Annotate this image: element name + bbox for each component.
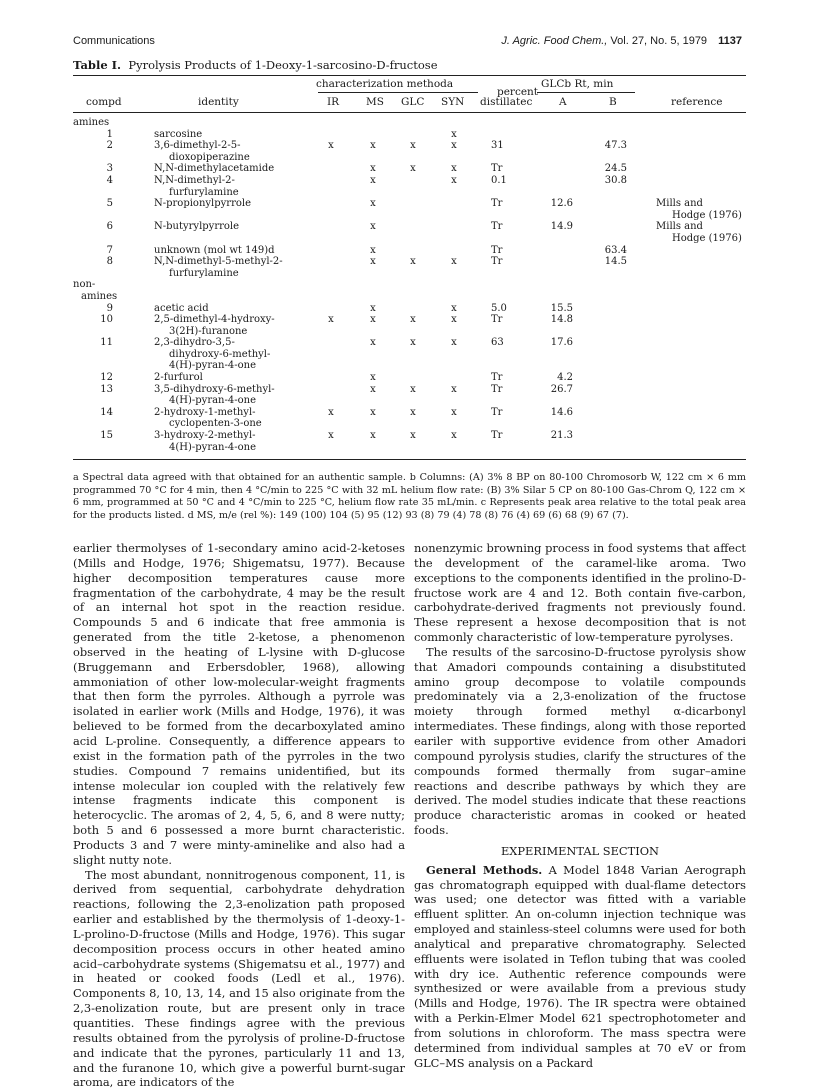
body-column-right (414, 541, 746, 1071)
percent-distillate: 63 (491, 337, 504, 349)
retention-a: 15.5 (550, 302, 573, 314)
running-header-citation (501, 35, 742, 47)
table-group-row (73, 117, 746, 129)
compound-identity: 2,3-dihydro-3,5- (154, 337, 235, 349)
compound-identity: 4(H)-pyran-4-one (169, 441, 256, 453)
glc-mark: x (410, 314, 416, 326)
header-col-a: A (559, 96, 567, 108)
compound-identity: N,N-dimethyl-2- (154, 174, 235, 186)
table-row (73, 256, 746, 268)
percent-distillate: Tr (491, 383, 503, 395)
reference: Hodge (1976) (672, 209, 742, 221)
table-row (73, 418, 746, 430)
table-title: Pyrolysis Products of 1-Deoxy-1-sarcosino-D-fructose (128, 58, 438, 72)
syn-mark: x (451, 383, 457, 395)
ms-mark: x (370, 372, 376, 384)
compound-identity: 2-hydroxy-1-methyl- (154, 406, 256, 418)
header-glc-rt: GLCb Rt, min (541, 78, 614, 90)
table-bottom-rule (73, 459, 746, 460)
glc-mark: x (410, 430, 416, 442)
table-row (73, 198, 746, 210)
compound-identity: dihydroxy-6-methyl- (169, 348, 271, 360)
ms-mark: x (370, 163, 376, 175)
ir-mark: x (328, 406, 334, 418)
ms-mark: x (370, 140, 376, 152)
journal-name: J. Agric. Food Chem., (501, 35, 608, 47)
table-row (73, 210, 746, 222)
retention-b: 63.4 (604, 244, 627, 256)
compound-identity: unknown (mol wt 149)d (154, 244, 275, 256)
journal-volume: Vol. 27, No. 5, 1979 (610, 35, 708, 47)
syn-mark: x (451, 302, 457, 314)
compd-number: 13 (100, 383, 113, 395)
compd-number: 9 (106, 302, 113, 314)
header-compd: compd (86, 96, 122, 108)
compd-number: 12 (100, 372, 113, 384)
syn-mark: x (451, 256, 457, 268)
ms-mark: x (370, 221, 376, 233)
compound-identity: 4(H)-pyran-4-one (169, 395, 256, 407)
percent-distillate: Tr (491, 163, 503, 175)
compound-identity: 4(H)-pyran-4-one (169, 360, 256, 372)
compound-identity: 3,6-dimethyl-2-5- (154, 140, 241, 152)
compound-identity: dioxopiperazine (169, 151, 250, 163)
header-characterization-method: characterization methoda (316, 78, 454, 90)
ir-mark: x (328, 314, 334, 326)
syn-mark: x (451, 406, 457, 418)
syn-mark: x (451, 163, 457, 175)
table-row (73, 314, 746, 326)
compound-identity: 3,5-dihydroxy-6-methyl- (154, 383, 275, 395)
compound-identity: 2-furfurol (154, 372, 203, 384)
syn-mark: x (451, 140, 457, 152)
glc-mark: x (410, 383, 416, 395)
table-row (73, 337, 746, 349)
paragraph-text: A Model 1848 Varian Aerograph gas chromatograph equipped with dual-flame detectors was used; one detector was fitted with a variable effluent splitter. An on-column injection technique was employed and stainless-steel columns were used for both analytical and preparative chromatography. Selected effluents were isolated in Teflon tubing that was cooled with dry ice. Authentic reference compounds were synthesized or were available from a previous study (Mills and Hodge, 1976). The IR spectra were obtained with a Perkin-Elmer Model 621 spectrophotometer and from solutions in chloroform. The mass spectra were determined from individual samples at 70 eV or from GLC–MS analysis on a Packard (414, 862, 746, 1070)
table-row (73, 430, 746, 442)
header-col-b: B (609, 96, 617, 108)
header-glc: GLC (401, 96, 425, 108)
compound-identity: cyclopenten-3-one (169, 418, 262, 430)
syn-mark: x (451, 174, 457, 186)
syn-mark: x (451, 314, 457, 326)
table-label: Table I. (73, 58, 122, 72)
table-row (73, 384, 746, 396)
retention-b: 47.3 (604, 140, 627, 152)
glc-mark: x (410, 337, 416, 349)
group-label: amines (81, 290, 118, 302)
ms-mark: x (370, 302, 376, 314)
body-paragraph: nonenzymic browning process in food systems that affect the development of the caramel-like aroma. Two exceptions to the components identified in the prolino-D-fructose work are 4 and 12. Both contain five-carbon, carbohydrate-derived fragments not previously found. These represent a hexose decomposition that is not commonly characteristic of low-temperature pyrolyses. (414, 541, 746, 645)
percent-distillate: 31 (491, 140, 504, 152)
ms-mark: x (370, 256, 376, 268)
retention-a: 14.6 (550, 406, 573, 418)
body-paragraph: The most abundant, nonnitrogenous component, 11, is derived from sequential, carbohydrate dehydration reactions, following the 2,3-enolization path proposed earlier and established by the thermolysis of 1-deoxy-1-L-prolino-D-fructose (Mills and Hodge, 1976). This sugar decomposition process occurs in other heated amino acid–carbohydrate systems (Shigematsu et al., 1977) and in heated or cooked foods (Ledl et al., 1976). Components 8, 10, 13, 14, and 15 also originate from the 2,3-enolization route, but are present only in trace quantities. These findings agree with the previous results obtained from the pyrolysis of proline-D-fructose and indicate that the pyrones, particularly 11 and 13, and the furanone 10, which give a powerful burnt-sugar aroma, are indicators of the (73, 867, 405, 1090)
percent-distillate: 5.0 (491, 302, 507, 314)
compound-identity: 2,5-dimethyl-4-hydroxy- (154, 314, 275, 326)
compd-number: 2 (106, 140, 113, 152)
table-row (73, 221, 746, 233)
compound-identity: 3(2H)-furanone (169, 325, 248, 337)
running-header-section: Communications (73, 35, 155, 47)
table-row (73, 175, 746, 187)
ms-mark: x (370, 430, 376, 442)
table-row (73, 303, 746, 315)
body-paragraph: earlier thermolyses of 1-secondary amino acid-2-ketoses (Mills and Hodge, 1976; Shigematsu, 1977). Because higher decomposition temperatures cause more fragmentation of the carbohydrate, 4 may be the result of an internal hot spot in the reaction residue. Compounds 5 and 6 indicate that free ammonia is generated from the title 2-ketose, a phenomenon observed in the heating of L-lysine with D-glucose (Bruggemann and Erbersdobler, 1968), allowing ammoniation of other low-molecular-weight fragments that then form the pyrroles. Although a pyrrole was isolated in earlier work (Mills and Hodge, 1976), it was believed to be formed from the decarboxylated amino acid L-proline. Consequently, a difference appears to exist in the formation path of the pyrroles in the two studies. Compound 7 remains unidentified, but its intense molecular ion coupled with the relatively few intense fragments indicate this component is heterocyclic. The aromas of 2, 4, 5, 6, and 8 were nutty; both 5 and 6 possessed a more burnt characteristic. Products 3 and 7 were minty-aminelike and also had a slight nutty note. (73, 541, 405, 867)
table-caption (73, 58, 438, 72)
table-group-row (73, 291, 746, 303)
header-identity: identity (198, 96, 239, 108)
header-reference: reference (671, 96, 723, 108)
retention-a: 14.9 (550, 221, 573, 233)
page-number: 1137 (718, 35, 742, 47)
table-row (73, 233, 746, 245)
ms-mark: x (370, 383, 376, 395)
syn-mark: x (451, 430, 457, 442)
retention-a: 17.6 (550, 337, 573, 349)
compound-identity: N-butyrylpyrrole (154, 221, 240, 233)
table-footnotes (73, 472, 746, 522)
percent-distillate: Tr (491, 256, 503, 268)
table-footnote: a Spectral data agreed with that obtained for an authentic sample. b Columns: (A) 3% 8 BP on 80-100 Chromosorb W, 122 cm × 6 mm programmed 70 °C for 4 min, then 4 °C/min to 225 °C with 32 mL helium flow rate: (B) 3% Silar 5 CP on 80-100 Gas-Chrom Q, 122 cm × 6 mm, programmed at 50 °C and 4 °C/min to 225 °C, helium flow rate 35 mL/min. c Represents peak area relative to the total peak area for the products listed. d MS, m/e (rel %): 149 (100) 104 (5) 95 (12) 93 (8) 79 (4) 78 (8) 76 (4) 69 (6) 68 (9) 67 (7). (73, 472, 746, 521)
section-heading: EXPERIMENTAL SECTION (500, 843, 660, 858)
body-column-left (73, 541, 405, 1090)
percent-distillate: Tr (491, 244, 503, 256)
compound-identity: N,N-dimethylacetamide (154, 163, 275, 175)
ms-mark: x (370, 337, 376, 349)
body-paragraph (414, 863, 746, 1071)
retention-b: 14.5 (604, 256, 627, 268)
body-paragraph: The results of the sarcosino-D-fructose pyrolysis show that Amadori compounds containing a disubstituted amino group decompose to volatile compounds predominately via a 2,3-enolization of the fructose moiety through formed methyl α-dicarbonyl intermediates. These findings, along with those reported eariler with supportive evidence from other Amadori compound pyrolysis studies, clarify the structures of the compounds formed thermally from sugar–amine reactions and describe pathways by which they are derived. The model studies indicate that these reactions produce characteristic aromas in cooked or heated foods. (414, 644, 746, 838)
compound-identity: N-propionylpyrrole (154, 198, 251, 210)
ms-mark: x (370, 198, 376, 210)
compd-number: 8 (106, 256, 113, 268)
compd-number: 6 (106, 221, 113, 233)
header-syn: SYN (441, 96, 465, 108)
ms-mark: x (370, 244, 376, 256)
compound-identity: acetic acid (154, 302, 209, 314)
paragraph-lead: General Methods. (426, 862, 543, 877)
compound-identity: 3-hydroxy-2-methyl- (154, 430, 256, 442)
percent-distillate: Tr (491, 221, 503, 233)
retention-a: 26.7 (550, 383, 573, 395)
table-group-row (73, 279, 746, 291)
header-underline-char (318, 92, 478, 93)
header-ms: MS (366, 96, 384, 108)
header-underline-glc (537, 92, 635, 93)
compd-number: 3 (106, 163, 113, 175)
compound-identity: furfurylamine (169, 186, 239, 198)
table-row (73, 442, 746, 454)
table-body (73, 117, 746, 453)
retention-a: 4.2 (557, 372, 573, 384)
compound-identity: furfurylamine (169, 267, 239, 279)
compd-number: 11 (100, 337, 113, 349)
table-row (73, 268, 746, 280)
retention-b: 24.5 (604, 163, 627, 175)
table-row (73, 360, 746, 372)
syn-mark: x (451, 128, 457, 140)
syn-mark: x (451, 337, 457, 349)
compd-number: 10 (100, 314, 113, 326)
percent-distillate: Tr (491, 314, 503, 326)
table-row (73, 129, 746, 141)
glc-mark: x (410, 256, 416, 268)
retention-b: 30.8 (604, 174, 627, 186)
table-row (73, 245, 746, 257)
glc-mark: x (410, 140, 416, 152)
group-label: non- (73, 279, 96, 291)
table-row (73, 395, 746, 407)
compd-number: 15 (100, 430, 113, 442)
table-top-rule (73, 75, 746, 76)
percent-distillate: Tr (491, 430, 503, 442)
compd-number: 5 (106, 198, 113, 210)
compound-identity: N,N-dimethyl-5-methyl-2- (154, 256, 283, 268)
header-percent: percent (497, 86, 539, 98)
glc-mark: x (410, 163, 416, 175)
compd-number: 4 (106, 174, 113, 186)
table-row (73, 326, 746, 338)
ms-mark: x (370, 406, 376, 418)
ms-mark: x (370, 314, 376, 326)
table-row (73, 407, 746, 419)
percent-distillate: Tr (491, 406, 503, 418)
retention-a: 21.3 (550, 430, 573, 442)
header-ir: IR (327, 96, 340, 108)
table-row (73, 152, 746, 164)
retention-a: 12.6 (550, 198, 573, 210)
compd-number: 1 (106, 128, 113, 140)
percent-distillate: Tr (491, 198, 503, 210)
table-row (73, 372, 746, 384)
table-row (73, 187, 746, 199)
reference: Mills and (656, 198, 703, 210)
table-row (73, 349, 746, 361)
table-row (73, 140, 746, 152)
percent-distillate: Tr (491, 372, 503, 384)
reference: Mills and (656, 221, 703, 233)
compd-number: 7 (106, 244, 113, 256)
percent-distillate: 0.1 (491, 174, 507, 186)
header-distillate: distillatec (480, 96, 533, 108)
ms-mark: x (370, 174, 376, 186)
group-label: amines (73, 117, 110, 128)
table-header-rule (73, 112, 746, 113)
glc-mark: x (410, 406, 416, 418)
ir-mark: x (328, 140, 334, 152)
retention-a: 14.8 (550, 314, 573, 326)
reference: Hodge (1976) (672, 232, 742, 244)
compound-identity: sarcosine (154, 128, 203, 140)
compd-number: 14 (100, 406, 113, 418)
ir-mark: x (328, 430, 334, 442)
table-row (73, 163, 746, 175)
